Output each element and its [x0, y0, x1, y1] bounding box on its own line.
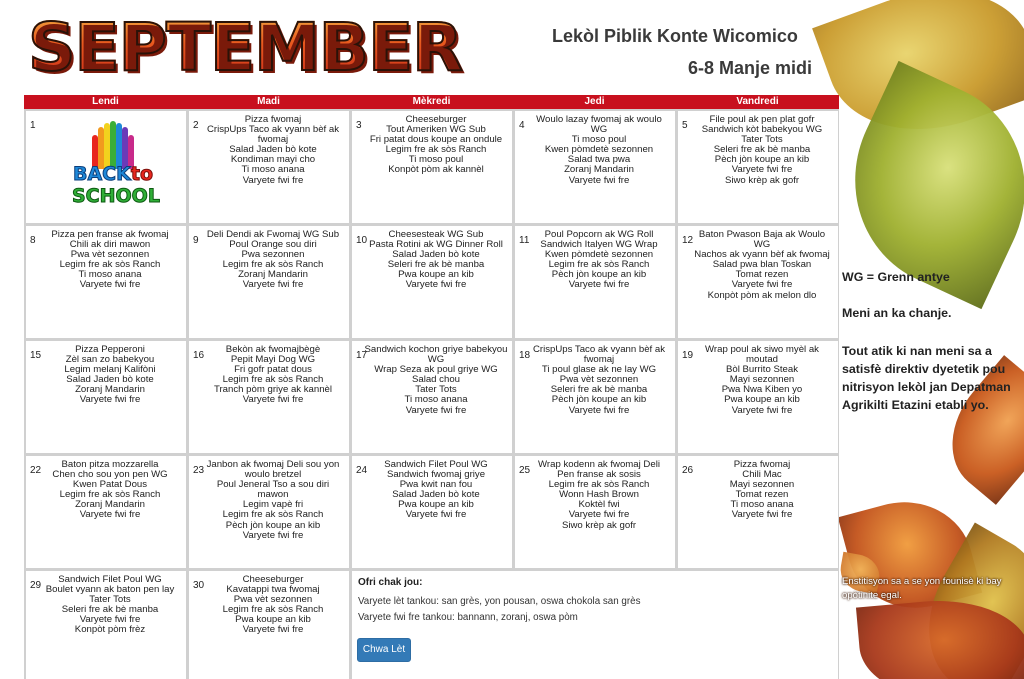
menu-item: Seleri fre ak bè manba: [61, 604, 159, 616]
weekday-header-row: [24, 95, 839, 109]
menu-item: Legim vapè fri: [242, 499, 304, 511]
menu-item: Varyete fwi fre: [242, 279, 304, 291]
menu-item: Ti moso anana: [404, 394, 468, 406]
menu-item: CrispUps Taco ak vyann bèf ak fwomaj: [206, 124, 340, 146]
menu-item: Pizza Pepperoni: [75, 344, 145, 355]
menu-item: Legim fre ak sòs Ranch: [385, 144, 487, 156]
menu-item: Zoranj Mandarin: [75, 384, 145, 396]
day-cell: [26, 341, 186, 453]
menu-calendar: [24, 95, 839, 679]
menu-item: Salad pwa blan Toskan: [712, 259, 812, 271]
menu-item: Pèch jòn koupe an kib: [551, 269, 647, 281]
menu-item: Tout Ameriken WG Sub: [386, 124, 486, 136]
menu-item: Wonn Hash Brown: [559, 489, 639, 501]
day-number: 29: [30, 580, 42, 591]
menu-item: Varyete fwi fre: [242, 174, 304, 186]
menu-item: Pepit Mayi Dog WG: [230, 354, 316, 366]
menu-item: Fri gofr patat dous: [234, 364, 312, 376]
menu-item: Wrap poul ak siwo myèl ak moutad: [705, 344, 819, 366]
menu-item: Pèch jòn koupe an kib: [551, 394, 647, 406]
menu-item: Bòl Burrito Steak: [726, 364, 798, 376]
equal-opportunity-note: Enstitisyon sa a se yon founisè ki bay opòtinite egal.: [842, 576, 1002, 601]
menu-item: Ti moso poul: [571, 134, 627, 146]
menu-item: Pwa koupe an kib: [398, 499, 474, 511]
pencils-icon: [90, 119, 138, 169]
menu-item: Zèl san zo babekyou: [65, 354, 155, 366]
menu-item: Varyete fwi fre: [731, 509, 793, 521]
day-cell: [352, 341, 512, 453]
day-cell: [352, 111, 512, 223]
day-number: 12: [682, 235, 694, 246]
menu-item: Kwen pòmdetè sezonnen: [544, 144, 654, 156]
menu-item: Kondiman mayi cho: [230, 154, 316, 166]
menu-item: Koktèl fwi: [578, 499, 620, 511]
menu-item: Varyete fwi fre: [405, 279, 467, 291]
menu-item: Siwo krèp ak gofr: [561, 519, 637, 531]
menu-item: Legim fre ak sòs Ranch: [222, 509, 324, 521]
menu-item: Varyete fwi fre: [568, 509, 630, 521]
district-name: Lekòl Piblik Konte Wicomico: [552, 26, 798, 46]
daily-offer-title: Ofri chak jou:: [358, 577, 423, 588]
day-cell: [189, 111, 349, 223]
menu-item: Pwa vèt sezonnen: [559, 374, 639, 386]
menu-item: Nachos ak vyann bèf ak fwomaj: [694, 249, 830, 261]
day-number: 23: [193, 465, 205, 476]
menu-item: Varyete fwi fre: [731, 279, 793, 291]
menu-item: Poul Jeneral Tso a sou diri mawon: [216, 479, 330, 501]
menu-item: Sandwich Italyen WG Wrap: [540, 239, 658, 251]
menu-item: Mayi sezonnen: [729, 374, 795, 386]
day-cell: [352, 226, 512, 338]
menu-item: Pizza fwomaj: [244, 114, 302, 125]
back-to-school-icon: BACKto SCHOOL: [72, 117, 154, 221]
fruit-offer-text: Varyete fwi fre tankou: bannann, zoranj, oswa pòm: [358, 612, 578, 624]
menu-item: Varyete fwi fre: [79, 394, 141, 406]
menu-item: Zoranj Mandarin: [564, 164, 634, 176]
usda-guideline-note: Tout atik ki nan meni sa a satisfè direktiv dyetetik pou nitrisyon lekòl jan Depatman Agrikilti Etazini etabli yo.: [842, 344, 1011, 412]
month-title: SEPTEMBER: [28, 4, 473, 92]
menu-item: Seleri fre ak bè manba: [713, 144, 811, 156]
menu-item: Pizza fwomaj: [733, 459, 791, 470]
menu-item: Varyete fwi fre: [731, 404, 793, 416]
menu-item: Poul Orange sou diri: [229, 239, 317, 251]
menu-item: Salad Jaden bò kote: [392, 249, 480, 261]
menu-item: Zoranj Mandarin: [238, 269, 308, 281]
menu-item: Chili Mac: [742, 469, 782, 481]
menu-item: Ti poul glase ak ne lay WG: [541, 364, 657, 376]
day-number: 1: [30, 120, 36, 131]
menu-item: Chen cho sou yon pen WG: [52, 469, 168, 481]
menu-item: Chili ak diri mawon: [69, 239, 151, 251]
grade-meal-label: 6-8 Manje midi: [688, 58, 813, 78]
menu-item: Tomat rezen: [735, 269, 789, 281]
day-number: 9: [193, 235, 199, 246]
menu-item: Sandwich kòt babekyou WG: [701, 124, 823, 136]
weekday-header: Mèkredi: [412, 96, 451, 107]
day-cell: [189, 226, 349, 338]
menu-item: Konpòt pòm frèz: [74, 624, 146, 636]
menu-item: Tomat rezen: [735, 489, 789, 501]
menu-item: Ti moso anana: [78, 269, 142, 281]
day-cell: [189, 456, 349, 568]
menu-item: Legim melanj Kalifòni: [64, 364, 156, 376]
menu-item: Woulo lazay fwomaj ak woulo WG: [536, 114, 662, 136]
day-cell: [678, 456, 838, 568]
menu-item: Zoranj Mandarin: [75, 499, 145, 511]
menu-item: Legim fre ak sòs Ranch: [59, 489, 161, 501]
menu-item: Sandwich Filet Poul WG: [384, 459, 488, 470]
menu-item: Salad chou: [411, 374, 460, 386]
menu-item: File poul ak pen plat gofr: [709, 114, 815, 125]
menu-item: Pwa vèt sezonnen: [70, 249, 150, 261]
menu-item: Kwen pòmdetè sezonnen: [544, 249, 654, 261]
menu-item: Varyete fwi fre: [79, 509, 141, 521]
day-cell: [515, 456, 675, 568]
menu-item: Varyete fwi fre: [405, 509, 467, 521]
menu-item: Legim fre ak sòs Ranch: [548, 259, 650, 271]
day-number: 25: [519, 465, 531, 476]
day-number: 5: [682, 120, 688, 131]
menu-item: CrispUps Taco ak vyann bèf ak fwomaj: [532, 344, 666, 366]
menu-item: Seleri fre ak bè manba: [387, 259, 485, 271]
menu-item: Tater Tots: [89, 594, 131, 606]
menu-item: Ti moso anana: [241, 164, 305, 176]
day-cell: [515, 341, 675, 453]
day-cell: [189, 341, 349, 453]
menu-item: Siwo krèp ak gofr: [724, 174, 800, 186]
menu-item: Pwa Nwa Kiben yo: [721, 384, 803, 396]
day-cell: [352, 456, 512, 568]
menu-item: Ti moso poul: [408, 154, 464, 166]
day-number: 17: [356, 350, 368, 361]
menu-item: Cheeseburger: [242, 574, 304, 585]
day-number: 11: [519, 235, 530, 246]
menu-item: Pwa koupe an kib: [398, 269, 474, 281]
menu-item: Pwa koupe an kib: [724, 394, 800, 406]
weekday-header: Lendi: [92, 96, 119, 107]
menu-item: Legim fre ak sòs Ranch: [222, 259, 324, 271]
milk-choices-button[interactable]: Chwa Lèt: [357, 638, 411, 662]
menu-item: Varyete fwi fre: [731, 164, 793, 176]
menu-item: Janbon ak fwomaj Deli sou yon woulo bretzel: [206, 459, 340, 481]
day-cell: [189, 571, 349, 679]
menu-item: Varyete fwi fre: [79, 614, 141, 626]
menu-item: Wrap kodenn ak fwomaj Deli: [538, 459, 660, 470]
menu-item: Sandwich fwomaj griye: [386, 469, 486, 481]
weekday-header: Vandredi: [736, 96, 779, 107]
day-number: 24: [356, 465, 368, 476]
menu-item: Pwa vèt sezonnen: [233, 594, 313, 606]
menu-item: Varyete fwi fre: [568, 279, 630, 291]
menu-item: Legim fre ak sòs Ranch: [59, 259, 161, 271]
menu-item: Pèch jòn koupe an kib: [714, 154, 810, 166]
day-cell: [678, 226, 838, 338]
day-cell: [26, 571, 186, 679]
menu-item: Varyete fwi fre: [79, 279, 141, 291]
menu-item: Varyete fwi fre: [568, 174, 630, 186]
day-number: 8: [30, 235, 36, 246]
whole-grain-note: WG = Grenn antye: [842, 270, 950, 284]
day-number: 2: [193, 120, 199, 131]
menu-item: Konpòt pòm ak melon dlo: [707, 289, 817, 301]
menu-item: Pizza pen franse ak fwomaj: [51, 229, 169, 240]
menu-item: Salad Jaden bò kote: [66, 374, 154, 386]
menu-item: Pèch jòn koupe an kib: [225, 519, 321, 531]
menu-item: Kwen Patat Dous: [72, 479, 148, 491]
menu-item: Legim fre ak sòs Ranch: [548, 479, 650, 491]
menu-change-note: Meni an ka chanje.: [842, 306, 952, 320]
day-cell: [515, 111, 675, 223]
menu-item: Varyete fwi fre: [568, 404, 630, 416]
menu-item: Legim fre ak sòs Ranch: [222, 374, 324, 386]
menu-item: Boulet vyann ak baton pen lay: [45, 584, 175, 596]
menu-item: Fri patat dous koupe an ondule: [369, 134, 503, 146]
menu-item: Pen franse ak sosis: [557, 469, 641, 481]
menu-item: Varyete fwi fre: [242, 394, 304, 406]
menu-item: Mayi sezonnen: [729, 479, 795, 491]
menu-item: Varyete fwi fre: [242, 624, 304, 636]
menu-item: Cheeseburger: [405, 114, 467, 125]
menu-item: Konpòt pòm ak kannèl: [388, 164, 484, 176]
menu-item: Bekòn ak fwomajbègè: [225, 344, 321, 355]
menu-item: Sandwich kochon griye babekyou WG: [364, 344, 508, 366]
daily-offer-box: [352, 571, 838, 679]
day-number: 30: [193, 580, 205, 591]
day-number: 22: [30, 465, 42, 476]
menu-item: Deli Dendi ak Fwomaj WG Sub: [206, 229, 340, 240]
day-cell: [515, 226, 675, 338]
menu-item: Legim fre ak sòs Ranch: [222, 604, 324, 616]
menu-item: Varyete fwi fre: [405, 404, 467, 416]
menu-item: Pwa kwit nan fou: [399, 479, 473, 491]
menu-item: Sandwich Filet Poul WG: [58, 574, 162, 585]
day-cell: [678, 111, 838, 223]
menu-item: Ti moso anana: [730, 499, 794, 511]
menu-item: Baton Pwason Baja ak Woulo WG: [698, 229, 826, 251]
menu-item: Pasta Rotini ak WG Dinner Roll: [369, 239, 503, 251]
menu-item: Tater Tots: [415, 384, 457, 396]
day-number: 16: [193, 350, 205, 361]
day-cell: [26, 456, 186, 568]
day-number: 15: [30, 350, 42, 361]
menu-item: Tranch pòm griye ak kannèl: [213, 384, 333, 396]
weekday-header: Madi: [257, 96, 280, 107]
day-number: 3: [356, 120, 362, 131]
menu-item: Seleri fre ak bè manba: [550, 384, 648, 396]
menu-item: Poul Popcorn ak WG Roll: [544, 229, 654, 240]
weekday-header: Jedi: [584, 96, 605, 107]
day-number: 26: [682, 465, 694, 476]
menu-item: Salad Jaden bò kote: [229, 144, 317, 156]
day-number: 4: [519, 120, 525, 131]
menu-item: Wrap Seza ak poul griye WG: [374, 364, 498, 376]
menu-item: Cheesesteak WG Sub: [388, 229, 484, 240]
day-number: 18: [519, 350, 531, 361]
day-cell: [26, 111, 186, 223]
day-cell: [678, 341, 838, 453]
day-cell: [26, 226, 186, 338]
menu-item: Pwa sezonnen: [241, 249, 305, 261]
day-number: 10: [356, 235, 368, 246]
menu-item: Baton pitza mozzarella: [61, 459, 159, 470]
menu-item: Pwa koupe an kib: [235, 614, 311, 626]
milk-offer-text: Varyete lèt tankou: san grès, yon pousan, oswa chokola san grès: [358, 596, 641, 608]
menu-item: Kavatappi twa fwomaj: [226, 584, 320, 596]
menu-item: Tater Tots: [741, 134, 783, 146]
menu-item: Varyete fwi fre: [242, 529, 304, 541]
menu-item: Salad twa pwa: [567, 154, 631, 166]
menu-item: Salad Jaden bò kote: [392, 489, 480, 501]
day-number: 19: [682, 350, 694, 361]
